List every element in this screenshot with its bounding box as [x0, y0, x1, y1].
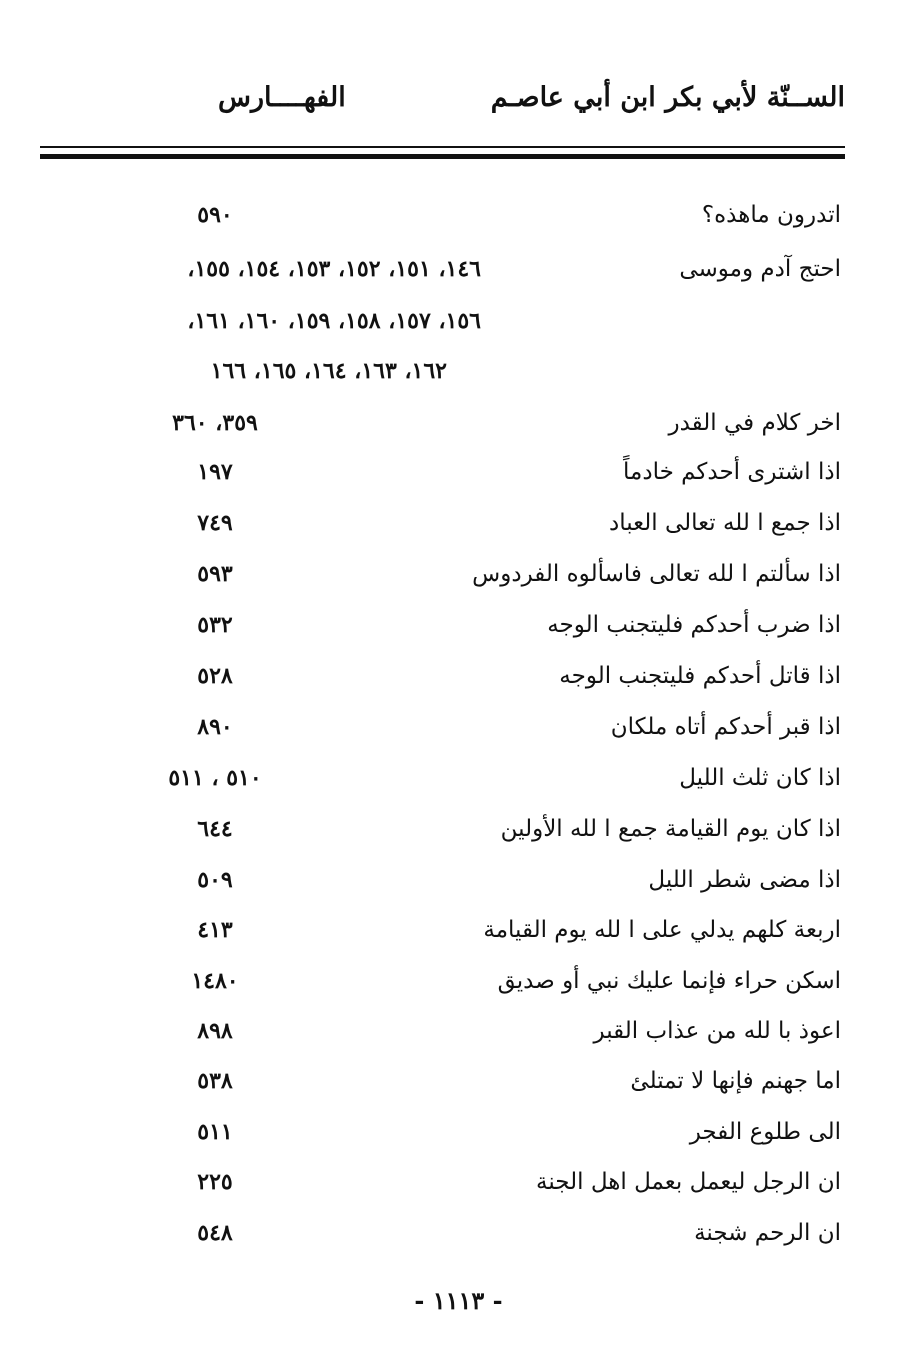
entry-title: ان الرجل ليعمل بعمل اهل الجنة	[536, 1169, 841, 1195]
entry-title: اما جهنم فإنها لا تمتلئ	[630, 1068, 841, 1094]
entry-title: اتدرون ماهذه؟	[701, 202, 841, 228]
entry-refs: ٥٣٨	[197, 1068, 233, 1094]
entry-title: اذا اشترى أحدكم خادماً	[623, 459, 841, 485]
header-rule-thin	[40, 146, 845, 148]
entry-title: اخر كلام في القدر	[668, 410, 841, 436]
entry-refs: ١٦٢، ١٦٣، ١٦٤، ١٦٥، ١٦٦	[210, 358, 447, 384]
entry-refs: ٨٩٨	[197, 1018, 233, 1044]
entry-refs: ٣٥٩، ٣٦٠	[172, 410, 258, 436]
section-title: الفهــــارس	[218, 82, 346, 113]
entry-title: الى طلوع الفجر	[689, 1119, 841, 1145]
entry-title: اذا كان يوم القيامة جمع ا لله الأولين	[500, 816, 841, 842]
entry-refs: ٤١٣	[197, 917, 233, 943]
entry-title: اسكن حراء فإنما عليك نبي أو صديق	[497, 968, 841, 994]
entry-title: اعوذ با لله من عذاب القبر	[593, 1018, 841, 1044]
entry-refs: ٥٣٢	[197, 612, 233, 638]
entry-refs: ٨٩٠	[197, 714, 233, 740]
entry-title: اذا قاتل أحدكم فليتجنب الوجه	[559, 663, 841, 689]
entry-refs: ٥٩٣	[197, 561, 233, 587]
entry-refs: ٥٩٠	[197, 202, 233, 228]
entry-title: اذا قبر أحدكم أتاه ملكان	[610, 714, 841, 740]
entry-refs: ٥٠٩	[197, 867, 233, 893]
entry-refs: ١٥٦، ١٥٧، ١٥٨، ١٥٩، ١٦٠، ١٦١،	[187, 308, 481, 334]
entry-refs: ١٤٦، ١٥١، ١٥٢، ١٥٣، ١٥٤، ١٥٥،	[187, 256, 481, 282]
entry-refs: ٧٤٩	[197, 510, 233, 536]
header-rule-thick	[40, 154, 845, 159]
entry-title: اذا سألتم ا لله تعالى فاسألوه الفردوس	[472, 561, 841, 587]
entry-title: اذا مضى شطر الليل	[648, 867, 841, 893]
entry-title: اذا ضرب أحدكم فليتجنب الوجه	[547, 612, 841, 638]
entry-title: اذا كان ثلث الليل	[679, 765, 841, 791]
entry-refs: ٢٢٥	[197, 1169, 233, 1195]
entry-title: اربعة كلهم يدلي على ا لله يوم القيامة	[483, 917, 841, 943]
entry-refs: ٥٤٨	[197, 1220, 233, 1246]
entry-refs: ٥١٠ ، ٥١١	[168, 765, 262, 791]
page-number: - ١١١٣ -	[414, 1286, 503, 1315]
entry-refs: ٦٤٤	[197, 816, 233, 842]
entry-refs: ١٤٨٠	[191, 968, 239, 994]
entry-refs: ٥٢٨	[197, 663, 233, 689]
entry-title: احتج آدم وموسى	[679, 256, 841, 282]
book-title: الســنّة لأبي بكر ابن أبي عاصـم	[490, 82, 845, 113]
entry-title: ان الرحم شجنة	[694, 1220, 841, 1246]
entry-refs: ١٩٧	[197, 459, 233, 485]
entry-title: اذا جمع ا لله تعالى العباد	[608, 510, 841, 536]
entry-refs: ٥١١	[197, 1119, 233, 1145]
